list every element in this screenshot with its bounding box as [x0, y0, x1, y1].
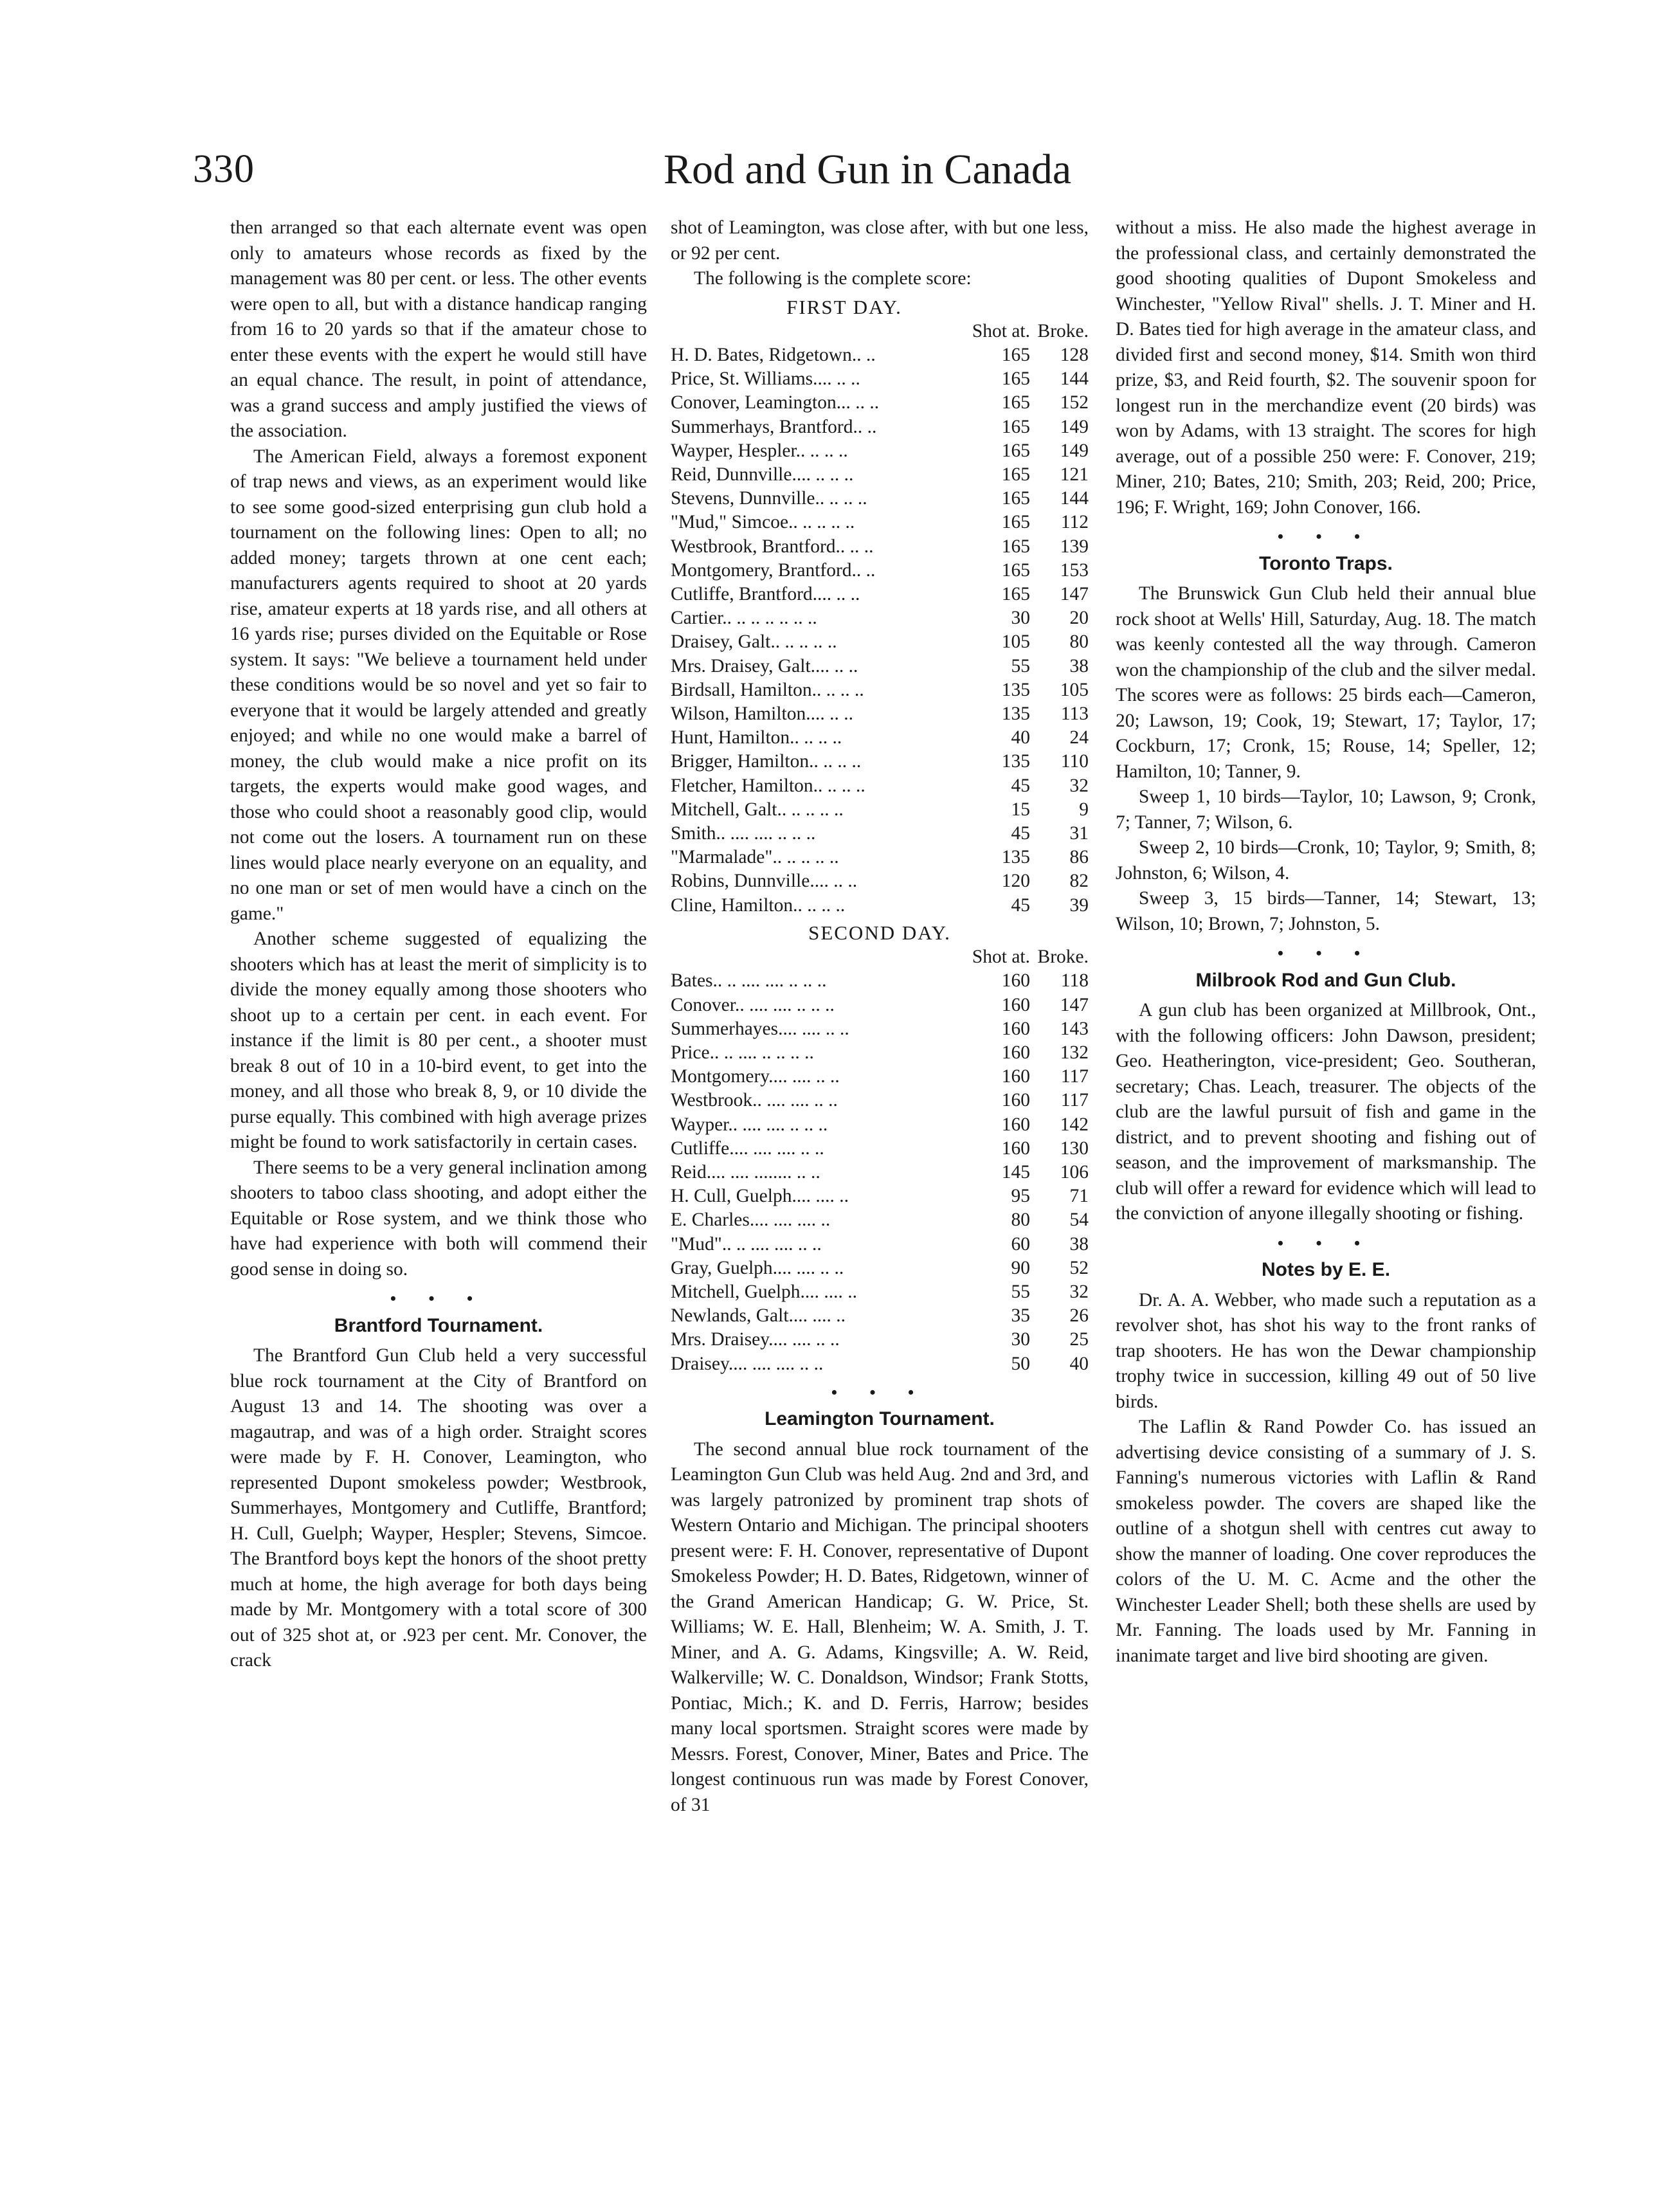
- section-divider: • • •: [1277, 527, 1375, 546]
- shooter-name: Summerhays, Brantford.. ..: [671, 416, 877, 437]
- score-row: [671, 391, 1089, 415]
- column-right: [1116, 215, 1536, 1669]
- score-row: [671, 798, 1089, 822]
- paragraph: The American Field, always a foremost exponent of trap news and views, as an experiment would like to see some good-sized enterprising gun club hold a tournament on the following lines: Open to all; no added money; targets thrown at one cent each; manufacturers agents required to shoot at 20 yards rise, amateur experts at 18 yards rise, and all others at 16 yards rise; purses divided on the Equitable or Rose system. It says: "We believe a tournament held under these conditions would be so novel and yet so fair to everyone that it would be largely attended and greatly enjoyed; and while no one would make a barrel of money, the club would make a nice profit on its targets, the experts would make good wages, and those who could shoot a reasonably good clip, would not come out the losers. A tournament run on these lines would place nearly everyone on an equality, and no one man or set of men would have a cinch on the game.": [230, 446, 647, 924]
- shot-at-value: 50: [1011, 1353, 1030, 1374]
- shot-at-value: 165: [1001, 464, 1030, 485]
- score-row: [671, 894, 1089, 918]
- second-day-heading: SECOND DAY.: [808, 921, 951, 944]
- shooter-name: Mrs. Draisey.... .... .. ..: [671, 1329, 840, 1350]
- paragraph: without a miss. He also made the highest average in the professional class, and certainly demonstrated the good shooting qualities of Dupont Smokeless and Winchester, "Yellow Rival" shells. J. T. Miner and H. D. Bates tied for high average in the amateur class, and divided first and second money, $14. Smith won third prize, $3, and Reid fourth, $2. The souvenir spoon for longest run in the merchandize event (20 birds) was won by Adams, with 13 straight. The scores for high average, out of a possible 250 were: F. Conover, 219; Miner, 210; Bates, 210; Smith, 203; Reid, 200; Price, 196; F. Wright, 169; John Conover, 166.: [1116, 217, 1536, 518]
- shot-at-value: 135: [1001, 703, 1030, 725]
- broke-value: 149: [1060, 416, 1089, 437]
- broke-value: 142: [1060, 1114, 1089, 1135]
- broke-value: 24: [1069, 727, 1089, 748]
- broke-value: 132: [1060, 1042, 1089, 1063]
- score-row: [671, 415, 1089, 439]
- shot-at-value: 90: [1011, 1257, 1030, 1278]
- paragraph: then arranged so that each alternate event was open only to amateurs whose records as fixed by the management was 80 per cent. or less. The other events were open to all, but with a distance handicap ranging from 16 to 20 yards so that if the amateur chose to enter these events with the expert he would still have an equal chance. The result, in point of attendance, was a grand success and amply justified the views of the association.: [230, 217, 647, 441]
- broke-value: 38: [1069, 655, 1089, 676]
- score-row: [671, 1304, 1089, 1328]
- broke-value: 149: [1060, 440, 1089, 461]
- score-row: [671, 969, 1089, 993]
- score-row: [671, 678, 1089, 702]
- score-row: [671, 726, 1089, 750]
- broke-value: 117: [1060, 1090, 1089, 1111]
- section-divider: • • •: [1277, 944, 1375, 963]
- broke-value: 153: [1060, 559, 1089, 581]
- broke-value: 106: [1060, 1162, 1089, 1183]
- shooter-name: H. Cull, Guelph.... .... ..: [671, 1186, 849, 1207]
- shooter-name: Westbrook, Brantford.. .. ..: [671, 536, 874, 557]
- shooter-name: Price.. .. .... .. .. .. ..: [671, 1042, 814, 1063]
- broke-value: 40: [1069, 1353, 1089, 1374]
- shooter-name: Fletcher, Hamilton.. .. .. ..: [671, 775, 865, 796]
- score-row: [671, 439, 1089, 463]
- shooter-name: Hunt, Hamilton.. .. .. ..: [671, 727, 842, 748]
- broke-value: 20: [1069, 608, 1089, 629]
- paragraph: The second annual blue rock tournament of the Leamington Gun Club was held Aug. 2nd and 3rd, and was largely patronized by prominent trap shots of Western Ontario and Michigan. The principal shooters present were: F. H. Conover, representative of Dupont Smokeless Powder; H. D. Bates, Ridgetown, winner of the Grand American Handicap; G. W. Price, St. Williams; W. E. Hall, Blenheim; W. A. Smith, J. T. Miner, and A. G. Adams, Kingsville; A. W. Reid, Walkerville; W. C. Donaldson, Windsor; Frank Stotts, Pontiac, Mich.; K. and D. Ferris, Harrow; besides many local sportsmen. Straight scores were made by Messrs. Forest, Conover, Miner, Bates and Price. The longest continuous run was made by Forest Conover, of 31: [671, 1438, 1089, 1815]
- shot-at-value: 55: [1011, 655, 1030, 676]
- score-row: [671, 1208, 1089, 1232]
- paragraph: A gun club has been organized at Millbrook, Ont., with the following officers: John Dawson, president; Geo. Heatherington, vice-president; Geo. Southeran, secretary; Chas. Leach, treasurer. The objects of the club are the lawful pursuit of fish and game in the district, and to prevent shooting and fishing out of season, and the improvement of marksmanship. The club will offer a reward for evidence which will lead to the conviction of anyone illegally shooting or fishing.: [1116, 1000, 1536, 1224]
- shot-at-value: 165: [1001, 512, 1030, 533]
- score-row: [671, 1184, 1089, 1208]
- broke-value: 32: [1069, 775, 1089, 796]
- shot-at-value: 135: [1001, 847, 1030, 868]
- score-row: [671, 1137, 1089, 1161]
- broke-value: 152: [1060, 392, 1089, 413]
- shooter-name: Cline, Hamilton.. .. .. ..: [671, 894, 846, 916]
- score-row: [671, 367, 1089, 391]
- broke-header: Broke.: [1037, 321, 1089, 341]
- shot-at-header: Shot at.: [972, 321, 1030, 341]
- broke-value: 80: [1069, 631, 1089, 653]
- broke-value: 147: [1060, 584, 1089, 605]
- shot-at-value: 160: [1001, 1066, 1030, 1087]
- shot-at-value: 165: [1001, 440, 1030, 461]
- shooter-name: Conover.. .... .... .. .. ..: [671, 994, 835, 1015]
- broke-value: 130: [1060, 1138, 1089, 1159]
- shot-at-value: 35: [1011, 1305, 1030, 1327]
- shooter-name: Smith.. .... .... .. .. ..: [671, 823, 816, 844]
- broke-value: 112: [1060, 512, 1089, 533]
- broke-value: 121: [1060, 464, 1089, 485]
- shot-at-value: 165: [1001, 559, 1030, 581]
- broke-value: 117: [1060, 1066, 1089, 1087]
- shot-at-value: 45: [1011, 894, 1030, 916]
- section-heading-toronto: Toronto Traps.: [1259, 552, 1393, 574]
- broke-value: 39: [1069, 894, 1089, 916]
- score-row: [671, 1089, 1089, 1112]
- broke-value: 32: [1069, 1282, 1089, 1303]
- paragraph: Sweep 2, 10 birds—Cronk, 10; Taylor, 9; Smith, 8; Johnston, 6; Wilson, 4.: [1116, 837, 1536, 884]
- broke-value: 113: [1060, 703, 1089, 725]
- broke-header: Broke.: [1037, 947, 1089, 968]
- broke-value: 105: [1060, 679, 1089, 700]
- section-heading-leamington: Leamington Tournament.: [765, 1408, 995, 1430]
- shooter-name: Mitchell, Galt.. .. .. .. ..: [671, 799, 844, 820]
- section-heading-brantford: Brantford Tournament.: [334, 1314, 543, 1336]
- broke-value: 9: [1079, 799, 1089, 820]
- shooter-name: H. D. Bates, Ridgetown.. ..: [671, 345, 876, 365]
- score-row: [671, 702, 1089, 726]
- score-row: [671, 463, 1089, 487]
- shot-at-value: 160: [1001, 1042, 1030, 1063]
- paragraph: shot of Leamington, was close after, with but one less, or 92 per cent.: [671, 217, 1089, 264]
- score-row: [671, 343, 1089, 367]
- shot-at-value: 160: [1001, 1114, 1030, 1135]
- paragraph: Sweep 3, 15 birds—Tanner, 14; Stewart, 13; Wilson, 10; Brown, 7; Johnston, 5.: [1116, 888, 1536, 934]
- shooter-name: "Mud".. .. .... .... .. ..: [671, 1233, 822, 1255]
- shot-at-value: 135: [1001, 679, 1030, 700]
- score-row: [671, 1113, 1089, 1137]
- shooter-name: E. Charles.... .... .... ..: [671, 1210, 831, 1231]
- shot-at-value: 165: [1001, 368, 1030, 390]
- score-row: [671, 606, 1089, 630]
- shot-at-value: 45: [1011, 775, 1030, 796]
- score-row: [671, 1280, 1089, 1304]
- broke-value: 128: [1060, 345, 1089, 365]
- page-header: [0, 0, 1657, 206]
- paragraph: Dr. A. A. Webber, who made such a reputation as a revolver shot, has shot his way to the front ranks of trap shooters. He has won the Dewar championship trophy twice in succession, killing 49 out of 50 live birds.: [1116, 1289, 1536, 1412]
- first-day-heading: FIRST DAY.: [786, 295, 902, 318]
- section-heading-notes: Notes by E. E.: [1261, 1259, 1391, 1280]
- broke-value: 82: [1069, 871, 1089, 892]
- shooter-name: Mrs. Draisey, Galt.... .. ..: [671, 655, 858, 676]
- shooter-name: Birdsall, Hamilton.. .. .. ..: [671, 679, 864, 700]
- shooter-name: Summerhayes.... .... .. ..: [671, 1018, 849, 1039]
- score-row: [671, 750, 1089, 774]
- shot-at-value: 165: [1001, 536, 1030, 557]
- broke-value: 110: [1060, 751, 1089, 772]
- score-row: [671, 1017, 1089, 1041]
- broke-value: 25: [1069, 1329, 1089, 1350]
- score-row: [671, 1161, 1089, 1184]
- section-divider: • • •: [1277, 1233, 1375, 1253]
- shot-at-value: 30: [1011, 1329, 1030, 1350]
- paragraph: The Brantford Gun Club held a very successful blue rock tournament at the City of Brantford on August 13 and 14. The shooting was over a magautrap, and was of a high order. Straight scores were made by F. H. Conover, Leamington, who represented Dupont smokeless powder; Westbrook, Summerhayes, Montgomery and Cutliffe, Brantford; H. Cull, Guelph; Wayper, Hespler; Stevens, Simcoe. The Brantford boys kept the honors of the shoot pretty much at home, the high average for both days being made by Mr. Montgomery with a total score of 300 out of 325 shot at, or .923 per cent. Mr. Conover, the crack: [230, 1345, 647, 1671]
- broke-value: 144: [1060, 368, 1089, 390]
- broke-value: 139: [1060, 536, 1089, 557]
- score-row: [671, 559, 1089, 583]
- shot-at-value: 120: [1001, 871, 1030, 892]
- shooter-name: Gray, Guelph.... .... .. ..: [671, 1257, 844, 1278]
- shooter-name: Draisey, Galt.. .. .. .. ..: [671, 631, 837, 653]
- score-row: [671, 487, 1089, 511]
- broke-value: 26: [1069, 1305, 1089, 1327]
- shooter-name: Bates.. .. .... .... .. .. ..: [671, 970, 827, 992]
- shot-at-value: 160: [1001, 994, 1030, 1015]
- shot-at-value: 55: [1011, 1282, 1030, 1303]
- shooter-name: Cutliffe.... .... .... .. ..: [671, 1138, 824, 1159]
- paragraph: Another scheme suggested of equalizing the shooters which has at least the merit of simplicity is to divide the money equally among those shooters who shoot up to a certain per cent. in each event. For instance if the limit is 80 per cent., a shooter must break 8 out of 10 in a 10-bird event, to get into the money, and all those who break 8, 9, or 10 divide the purse equally. This combined with high average prizes might be found to work satisfactorily in certain cases.: [230, 929, 647, 1152]
- score-row: [671, 846, 1089, 869]
- shooter-name: Reid.... .... ........ .. ..: [671, 1162, 820, 1183]
- shot-at-value: 105: [1001, 631, 1030, 653]
- shooter-name: Cutliffe, Brantford.... .. ..: [671, 584, 860, 605]
- second-day-score-table: [671, 945, 1089, 1375]
- shooter-name: Robins, Dunnville.... .. ..: [671, 871, 858, 892]
- paragraph: The following is the complete score:: [694, 268, 972, 289]
- score-row: [671, 655, 1089, 678]
- broke-value: 118: [1060, 970, 1089, 992]
- shot-at-value: 45: [1011, 823, 1030, 844]
- shooter-name: Conover, Leamington... .. ..: [671, 392, 880, 413]
- broke-value: 143: [1060, 1018, 1089, 1039]
- broke-value: 71: [1069, 1186, 1089, 1207]
- paragraph: There seems to be a very general inclination among shooters to taboo class shooting, and adopt either the Equitable or Rose system, and we think those who have had experience with both will commend their good sense in doing so.: [230, 1157, 647, 1280]
- shooter-name: "Mud," Simcoe.. .. .. .. ..: [671, 512, 855, 533]
- shot-at-value: 160: [1001, 1138, 1030, 1159]
- section-divider: • • •: [831, 1382, 928, 1402]
- paragraph: The Laflin & Rand Powder Co. has issued an advertising device consisting of a summary of J. S. Fanning's numerous victories with Laflin & Rand smokeless powder. The covers are shaped like the outline of a shotgun shell with centres cut away to show the manner of loading. One cover reproduces the colors of the U. M. C. Acme and the other the Winchester Leader Shell; both these shells are used by Mr. Fanning. The loads used by Mr. Fanning in inanimate target and live bird shooting are given.: [1116, 1417, 1536, 1666]
- score-row: [671, 1328, 1089, 1352]
- shooter-name: Mitchell, Guelph.... .... ..: [671, 1282, 858, 1303]
- shot-at-value: 160: [1001, 970, 1030, 992]
- column-left: [230, 215, 647, 1674]
- score-row: [671, 1065, 1089, 1089]
- shot-at-value: 165: [1001, 584, 1030, 605]
- page-number: 330: [193, 147, 255, 191]
- column-middle: [671, 215, 1089, 1818]
- broke-value: 31: [1069, 823, 1089, 844]
- shooter-name: Westbrook.. .... .... .. ..: [671, 1090, 838, 1111]
- shooter-name: Brigger, Hamilton.. .. .. ..: [671, 751, 862, 772]
- score-row: [671, 993, 1089, 1017]
- shot-at-value: 165: [1001, 392, 1030, 413]
- score-row: [671, 511, 1089, 534]
- shot-at-value: 80: [1011, 1210, 1030, 1231]
- score-row: [671, 1256, 1089, 1280]
- shot-at-value: 165: [1001, 416, 1030, 437]
- shot-at-value: 135: [1001, 751, 1030, 772]
- score-row: [671, 583, 1089, 606]
- shooter-name: Wayper.. .... .... .. .. ..: [671, 1114, 828, 1135]
- shooter-name: "Marmalade".. .. .. .. ..: [671, 847, 839, 868]
- shot-at-value: 165: [1001, 345, 1030, 365]
- shot-at-header: Shot at.: [972, 947, 1030, 968]
- section-heading-milbrook: Milbrook Rod and Gun Club.: [1195, 969, 1456, 991]
- first-day-score-table: [671, 320, 1089, 918]
- paragraph: Sweep 1, 10 birds—Taylor, 10; Lawson, 9; Cronk, 7; Tanner, 7; Wilson, 6.: [1116, 786, 1536, 833]
- paragraph: The Brunswick Gun Club held their annual blue rock shoot at Wells' Hill, Saturday, Aug. 18. The match was keenly contested all the way through. Cameron won the championship of the club and the silver medal. The scores were as follows: 25 birds each—Cameron, 20; Lawson, 19; Cook, 19; Stewart, 17; Taylor, 17; Cockburn, 17; Cronk, 15; Rouse, 14; Speller, 12; Hamilton, 10; Tanner, 9.: [1116, 583, 1536, 782]
- shooter-name: Price, St. Williams.... .. ..: [671, 368, 860, 390]
- score-row: [671, 1352, 1089, 1376]
- shot-at-value: 60: [1011, 1233, 1030, 1255]
- score-row: [671, 1233, 1089, 1256]
- shot-at-value: 160: [1001, 1090, 1030, 1111]
- score-row: [671, 535, 1089, 559]
- shot-at-value: 95: [1011, 1186, 1030, 1207]
- score-row: [671, 822, 1089, 846]
- section-divider: • • •: [390, 1289, 487, 1308]
- shot-at-value: 40: [1011, 727, 1030, 748]
- score-row: [671, 1041, 1089, 1065]
- shot-at-value: 30: [1011, 608, 1030, 629]
- shooter-name: Wayper, Hespler.. .. .. ..: [671, 440, 848, 461]
- score-row: [671, 869, 1089, 893]
- shooter-name: Montgomery, Brantford.. ..: [671, 559, 876, 581]
- score-row: [671, 630, 1089, 654]
- shooter-name: Montgomery.... .... .. ..: [671, 1066, 840, 1087]
- shot-at-value: 15: [1011, 799, 1030, 820]
- shooter-name: Stevens, Dunnville.. .. .. ..: [671, 488, 867, 509]
- broke-value: 147: [1060, 994, 1089, 1015]
- broke-value: 54: [1069, 1210, 1089, 1231]
- broke-value: 86: [1069, 847, 1089, 868]
- running-title: Rod and Gun in Canada: [664, 146, 1072, 193]
- broke-value: 52: [1069, 1257, 1089, 1278]
- shooter-name: Draisey.... .... .... .. ..: [671, 1353, 824, 1374]
- shooter-name: Cartier.. .. .. .. .. .. ..: [671, 608, 817, 629]
- shooter-name: Reid, Dunnville.... .. .. ..: [671, 464, 854, 485]
- shot-at-value: 160: [1001, 1018, 1030, 1039]
- shot-at-value: 145: [1001, 1162, 1030, 1183]
- shooter-name: Wilson, Hamilton.... .. ..: [671, 703, 853, 725]
- broke-value: 38: [1069, 1233, 1089, 1255]
- shot-at-value: 165: [1001, 488, 1030, 509]
- score-row: [671, 774, 1089, 798]
- broke-value: 144: [1060, 488, 1089, 509]
- shooter-name: Newlands, Galt.... .... ..: [671, 1305, 846, 1327]
